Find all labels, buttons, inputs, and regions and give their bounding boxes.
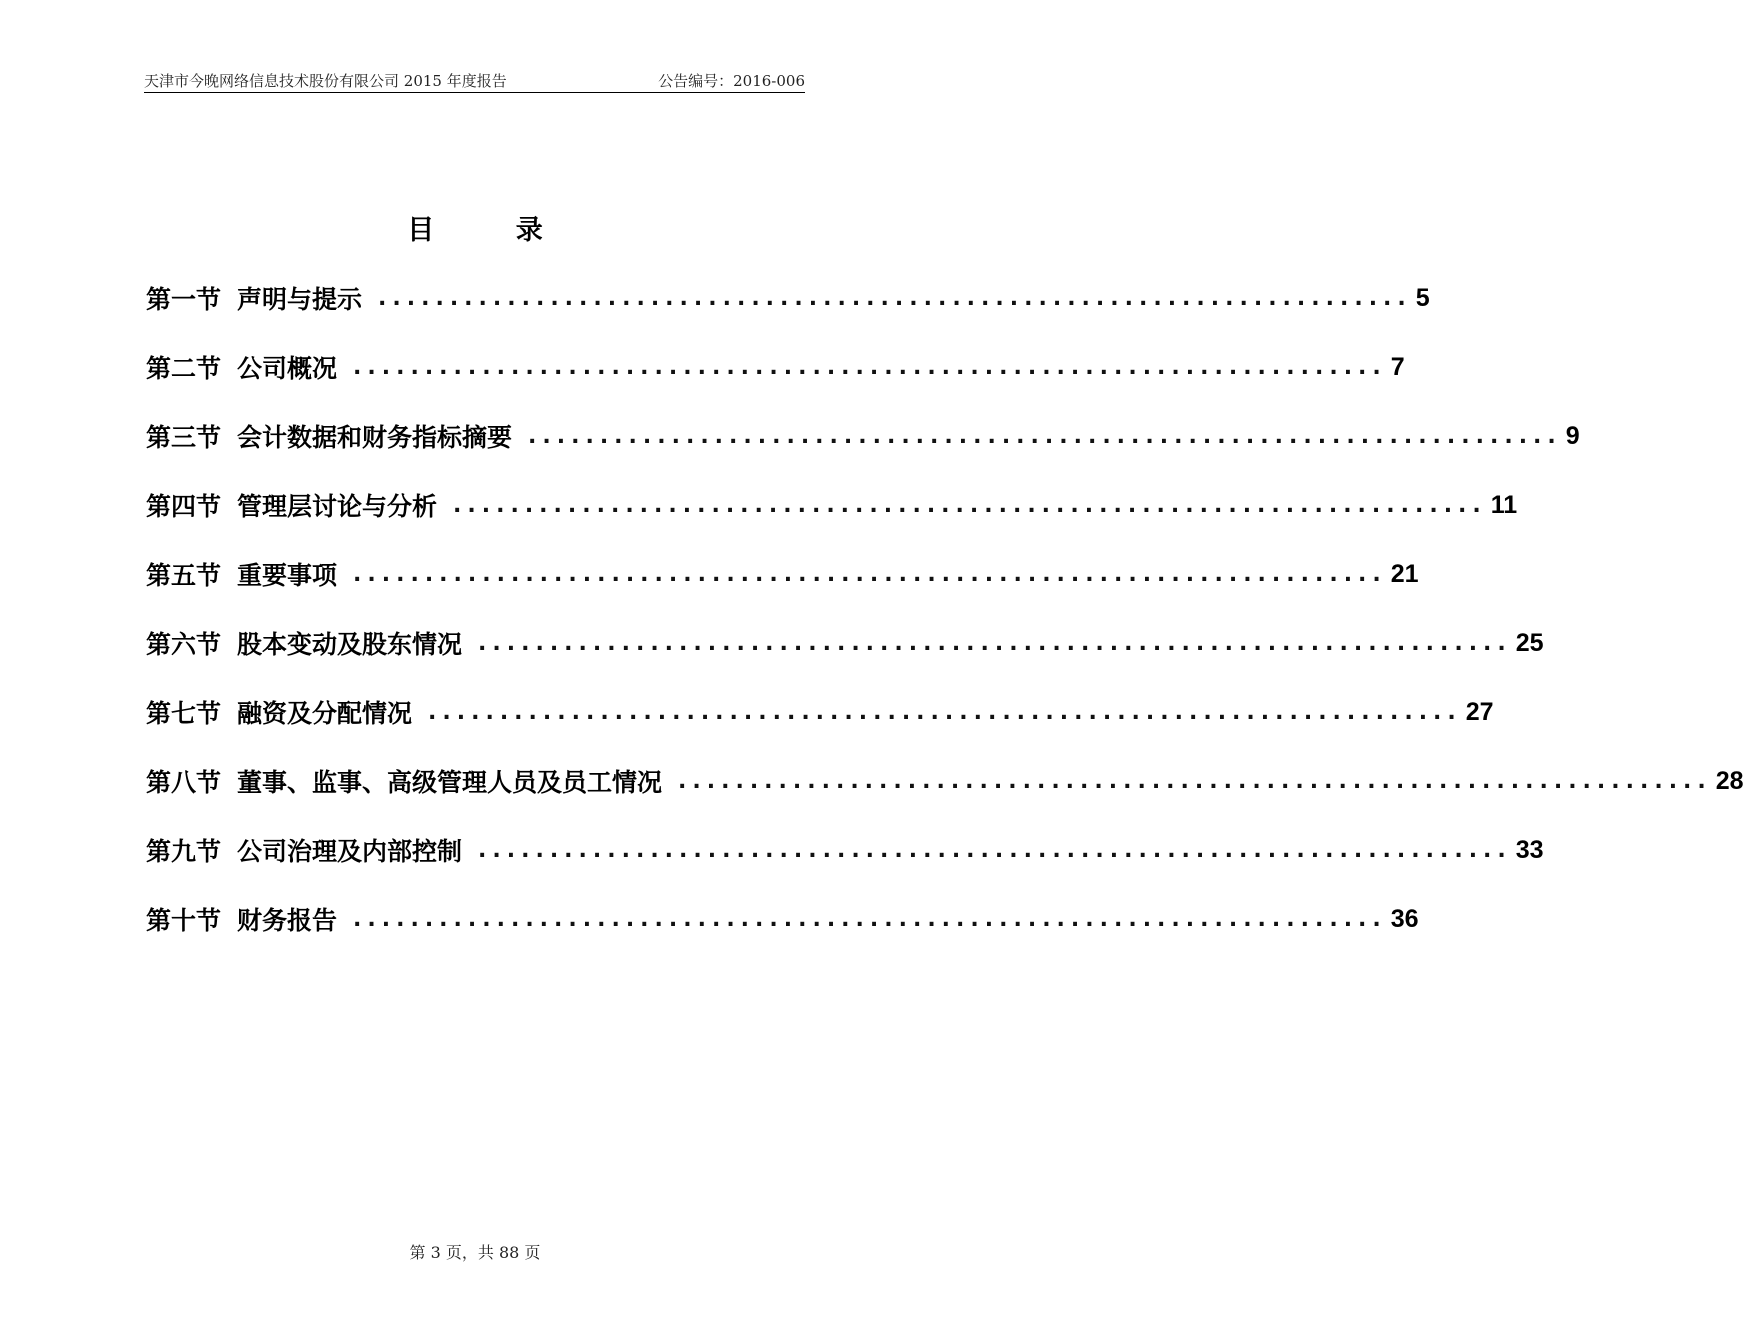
toc-page-number: 33 [1515,835,1544,864]
toc-page-number: 25 [1515,628,1544,657]
toc-entry[interactable] [146,414,1580,458]
toc-dot-leader: ........................................................................ [478,837,1512,863]
toc-page-number: 21 [1390,559,1419,588]
toc-section-name: 财务报告 [237,906,338,935]
toc-entry[interactable] [146,483,1518,527]
toc-dot-leader: ........................................................................ [353,906,1387,932]
toc-section-number: 第三节 [146,423,222,452]
toc-section-number: 第八节 [146,768,222,797]
toc-page-number: 5 [1415,283,1430,312]
toc-section-number: 第五节 [146,561,222,590]
toc-section-name: 公司概况 [237,354,338,383]
toc-entry[interactable] [146,552,1419,596]
toc-page-number: 7 [1390,352,1405,381]
toc-section-name: 董事、监事、高级管理人员及员工情况 [237,768,663,797]
toc-dot-leader: ........................................................................ [478,630,1512,656]
toc-section-name: 股本变动及股东情况 [237,630,463,659]
toc-section-name: 声明与提示 [237,285,363,314]
toc-section-number: 第十节 [146,906,222,935]
toc-entry[interactable] [146,276,1430,320]
toc-section-number: 第六节 [146,630,222,659]
toc-entry[interactable] [146,897,1419,941]
toc-page-number: 28 [1715,766,1744,795]
toc-entry[interactable] [146,621,1544,665]
toc-page-number: 27 [1465,697,1494,726]
toc-entry[interactable] [146,759,1744,803]
report-title: 天津市今晚网络信息技术股份有限公司 2015 年度报告 [144,72,507,90]
toc-section-number: 第一节 [146,285,222,314]
toc-section-name: 公司治理及内部控制 [237,837,463,866]
page-header [144,66,805,93]
toc-page-number: 11 [1490,490,1518,519]
toc-section-number: 第二节 [146,354,222,383]
toc-dot-leader: ........................................................................ [353,354,1387,380]
toc-title: 目 录 [407,215,579,246]
announcement-number: 公告编号：2016-006 [658,72,805,90]
toc-dot-leader: ........................................................................ [678,768,1712,794]
toc-dot-leader: ........................................................................ [428,699,1462,725]
toc-entry[interactable] [146,690,1494,734]
toc-page-number: 36 [1390,904,1419,933]
toc-section-name: 管理层讨论与分析 [237,492,438,521]
toc-dot-leader: ........................................................................ [453,492,1487,518]
toc-section-name: 融资及分配情况 [237,699,413,728]
toc-section-name: 重要事项 [237,561,338,590]
toc-section-name: 会计数据和财务指标摘要 [237,423,513,452]
toc-entry[interactable] [146,828,1544,872]
toc-dot-leader: ........................................................................ [378,285,1412,311]
page-footer: 第 3 页，共 88 页 [409,1243,541,1262]
toc-section-number: 第七节 [146,699,222,728]
toc-dot-leader: ........................................................................ [528,423,1562,449]
toc-dot-leader: ........................................................................ [353,561,1387,587]
toc-section-number: 第四节 [146,492,222,521]
toc-section-number: 第九节 [146,837,222,866]
toc-page-number: 9 [1565,421,1580,450]
toc-entry[interactable] [146,345,1405,389]
